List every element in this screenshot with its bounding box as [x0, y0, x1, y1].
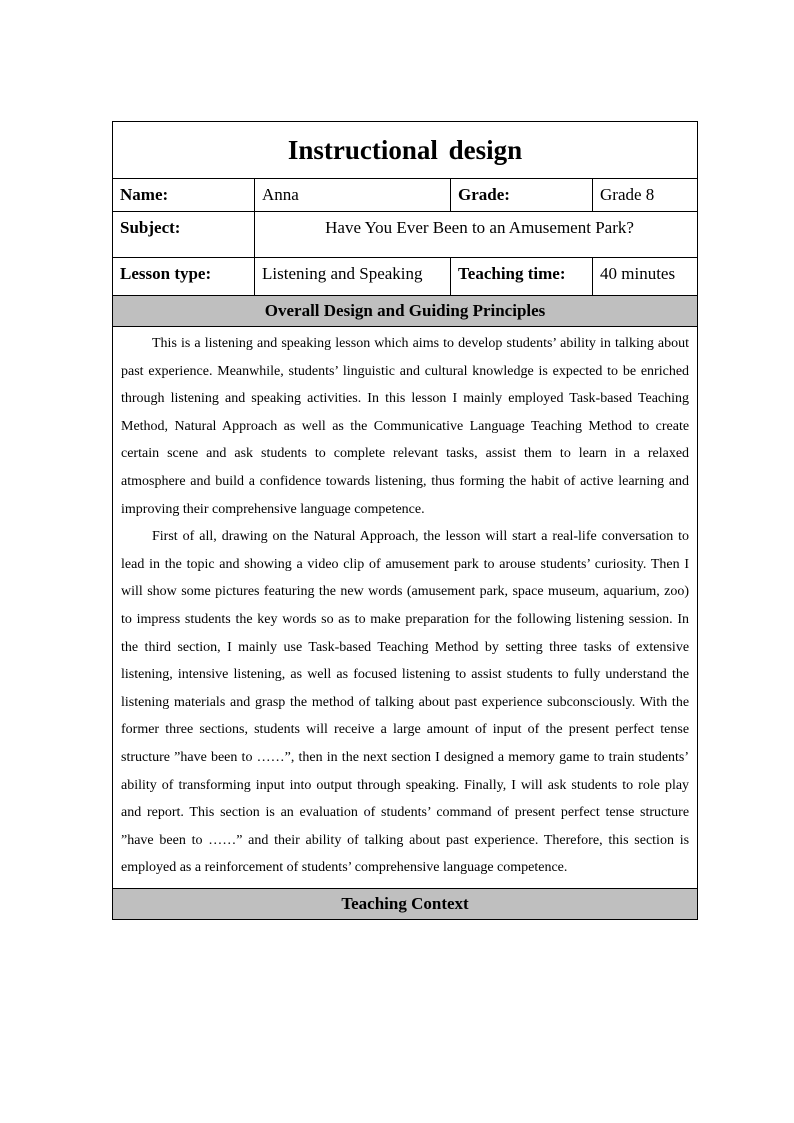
overall-design-body: [113, 327, 698, 889]
name-label: Name:: [113, 179, 255, 212]
subject-value: Have You Ever Been to an Amusement Park?: [255, 212, 698, 258]
grade-value: Grade 8: [593, 179, 698, 212]
grade-label: Grade:: [451, 179, 593, 212]
document-title: Instructional design: [113, 122, 698, 179]
paragraph-1: This is a listening and speaking lesson which aims to develop students’ ability in talking about past experience. Meanwhile, students’ linguistic and cultural knowledge is expected to be enriched through listening and speaking activities. In this lesson I mainly employed Task-based Teaching Method, Natural Approach as well as the Communicative Language Teaching Method to create certain scene and ask students to complete relevant tasks, assist them to learn in a relaxed atmosphere and build a confidence towards listening, thus forming the habit of active learning and improving their comprehensive language competence.: [121, 336, 690, 517]
overall-design-heading: Overall Design and Guiding Principles: [113, 296, 698, 327]
subject-label: Subject:: [113, 212, 255, 258]
teaching-time-value: 40 minutes: [593, 258, 698, 296]
instructional-design-table: [112, 121, 698, 920]
paragraph-2: First of all, drawing on the Natural Approach, the lesson will start a real-life conversation to lead in the topic and showing a video clip of amusement park to arouse students’ curiosity. Then I will show some pictures featuring the new words (amusement park, space museum, aquarium, zoo) to impress students the key words so as to make preparation for the following listening session. In the third section, I mainly use Task-based Teaching Method by setting three tasks of extensive listening, intensive listening, as well as focused listening to assist students to fully understand the listening materials and grasp the method of talking about past experience subconsciously. With the former three sections, students will receive a large amount of input of the present perfect tense structure ”have been to ……”, then in the next section I designed a memory game to train students’ ability of transforming input into output through speaking. Finally, I will ask students to role play and report. This section is an evaluation of students’ command of present perfect tense structure ”have been to ……” and their ability of talking about past experience. Therefore, this section is employed as a reinforcement of students’ comprehensive language competence.: [121, 529, 690, 876]
lesson-type-value: Listening and Speaking: [255, 258, 451, 296]
teaching-context-heading: Teaching Context: [113, 888, 698, 919]
teaching-time-label: Teaching time:: [451, 258, 593, 296]
name-value: Anna: [255, 179, 451, 212]
lesson-type-label: Lesson type:: [113, 258, 255, 296]
